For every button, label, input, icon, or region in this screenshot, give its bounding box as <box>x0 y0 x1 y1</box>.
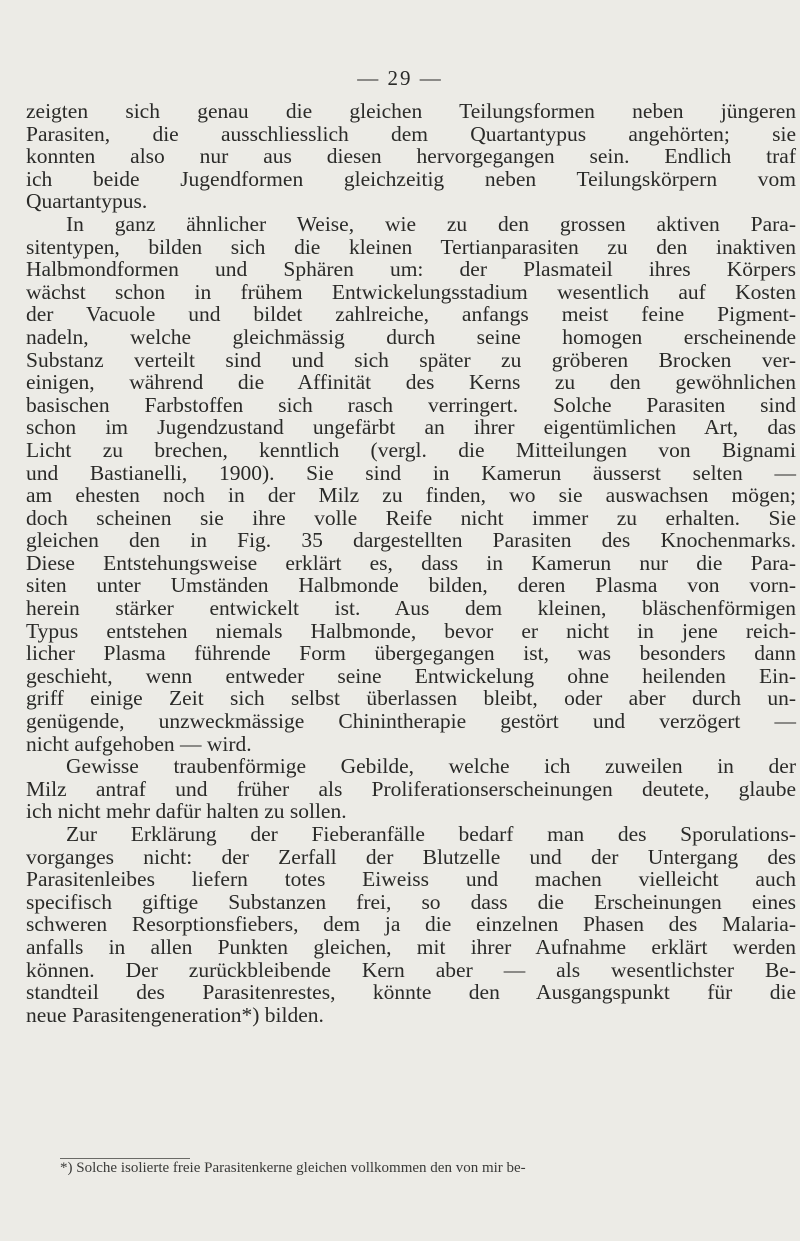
text-line: herein stärker entwickelt ist. Aus dem kleinen, bläschenförmigen <box>26 596 796 621</box>
text-line: zeigten sich genau die gleichen Teilungsformen neben jüngeren <box>26 99 796 123</box>
text-line: Substanz verteilt sind und sich später zu gröberen Brocken ver- <box>26 347 796 372</box>
text-line: Typus entstehen niemals Halbmonde, bevor er nicht in jene reich- <box>26 618 796 643</box>
text-line: der Vacuole und bildet zahlreiche, anfangs meist feine Pigment- <box>26 302 796 327</box>
text-line: griff einige Zeit sich selbst überlassen bleibt, oder aber durch un- <box>26 686 796 711</box>
text-line: konnten also nur aus diesen hervorgegangen sein. Endlich traf <box>26 144 796 169</box>
text-line: und Bastianelli, 1900). Sie sind in Kamerun äusserst selten — <box>26 460 796 485</box>
text-line: neue Parasitengeneration*) bilden. <box>26 1002 324 1027</box>
text-line: geschieht, wenn entweder seine Entwickelung ohne heilenden Ein- <box>26 663 796 688</box>
text-line: specifisch giftige Substanzen frei, so dass die Erscheinungen eines <box>26 889 796 914</box>
text-line: gleichen den in Fig. 35 dargestellten Parasiten des Knochenmarks. <box>26 528 796 553</box>
footnote: *) Solche isolierte freie Parasitenkerne gleichen vollkommen den von mir be- <box>60 1160 526 1176</box>
text-line: ich nicht mehr dafür halten zu sollen. <box>26 799 347 824</box>
text-line: am ehesten noch in der Milz zu finden, wo sie auswachsen mögen; <box>26 483 796 508</box>
text-line: schon im Jugendzustand ungefärbt an ihrer eigentümlichen Art, das <box>26 415 796 440</box>
text-line: Zur Erklärung der Fieberanfälle bedarf man des Sporulations- <box>66 822 796 846</box>
text-line: siten unter Umständen Halbmonde bilden, deren Plasma von vorn- <box>26 573 796 598</box>
text-line: In ganz ähnlicher Weise, wie zu den grossen aktiven Para- <box>66 211 796 236</box>
text-line: ich beide Jugendformen gleichzeitig neben Teilungskörpern vom <box>26 166 796 191</box>
text-line: einigen, während die Affinität des Kerns zu den gewöhnlichen <box>26 370 796 395</box>
text-line: Diese Entstehungsweise erklärt es, dass in Kamerun nur die Para- <box>26 550 796 575</box>
text-line: sitentypen, bilden sich die kleinen Tertianparasiten zu den inaktiven <box>26 234 796 259</box>
text-line: Halbmondformen und Sphären um: der Plasmateil ihres Körpers <box>26 257 796 282</box>
text-line: wächst schon in frühem Entwickelungsstadium wesentlich auf Kosten <box>26 279 796 304</box>
text-line: Milz antraf und früher als Proliferationserscheinungen deutete, glaube <box>26 776 796 801</box>
text-line: Licht zu brechen, kenntlich (vergl. die Mitteilungen von Bignami <box>26 437 796 462</box>
text-line: genügende, unzweckmässige Chinintherapie gestört und verzögert — <box>26 709 796 734</box>
text-line: schweren Resorptionsfiebers, dem ja die einzelnen Phasen des Malaria- <box>26 912 796 937</box>
text-line: nadeln, welche gleichmässig durch seine homogen erscheinende <box>26 324 796 349</box>
text-line: Gewisse traubenförmige Gebilde, welche ich zuweilen in der <box>66 754 796 779</box>
text-line: Parasitenleibes liefern totes Eiweiss und machen vielleicht auch <box>26 867 796 892</box>
text-line: nicht aufgehoben — wird. <box>26 731 252 756</box>
text-line: standteil des Parasitenrestes, könnte den Ausgangspunkt für die <box>26 980 796 1005</box>
text-line: Quartantypus. <box>26 189 148 214</box>
text-line: anfalls in allen Punkten gleichen, mit ihrer Aufnahme erklärt werden <box>26 934 796 959</box>
text-line: Parasiten, die ausschliesslich dem Quartantypus angehörten; sie <box>26 121 796 146</box>
text-line: können. Der zurückbleibende Kern aber — als wesentlichster Be- <box>26 957 796 982</box>
page-number: — 29 — <box>357 66 443 90</box>
text-line: doch scheinen sie ihre volle Reife nicht immer zu erhalten. Sie <box>26 505 796 530</box>
footnote-divider <box>60 1158 190 1159</box>
body-text <box>26 100 796 1026</box>
text-line: licher Plasma führende Form übergegangen ist, was besonders dann <box>26 641 796 666</box>
text-line: basischen Farbstoffen sich rasch verringert. Solche Parasiten sind <box>26 392 796 417</box>
text-line: vorganges nicht: der Zerfall der Blutzelle und der Untergang des <box>26 844 796 869</box>
